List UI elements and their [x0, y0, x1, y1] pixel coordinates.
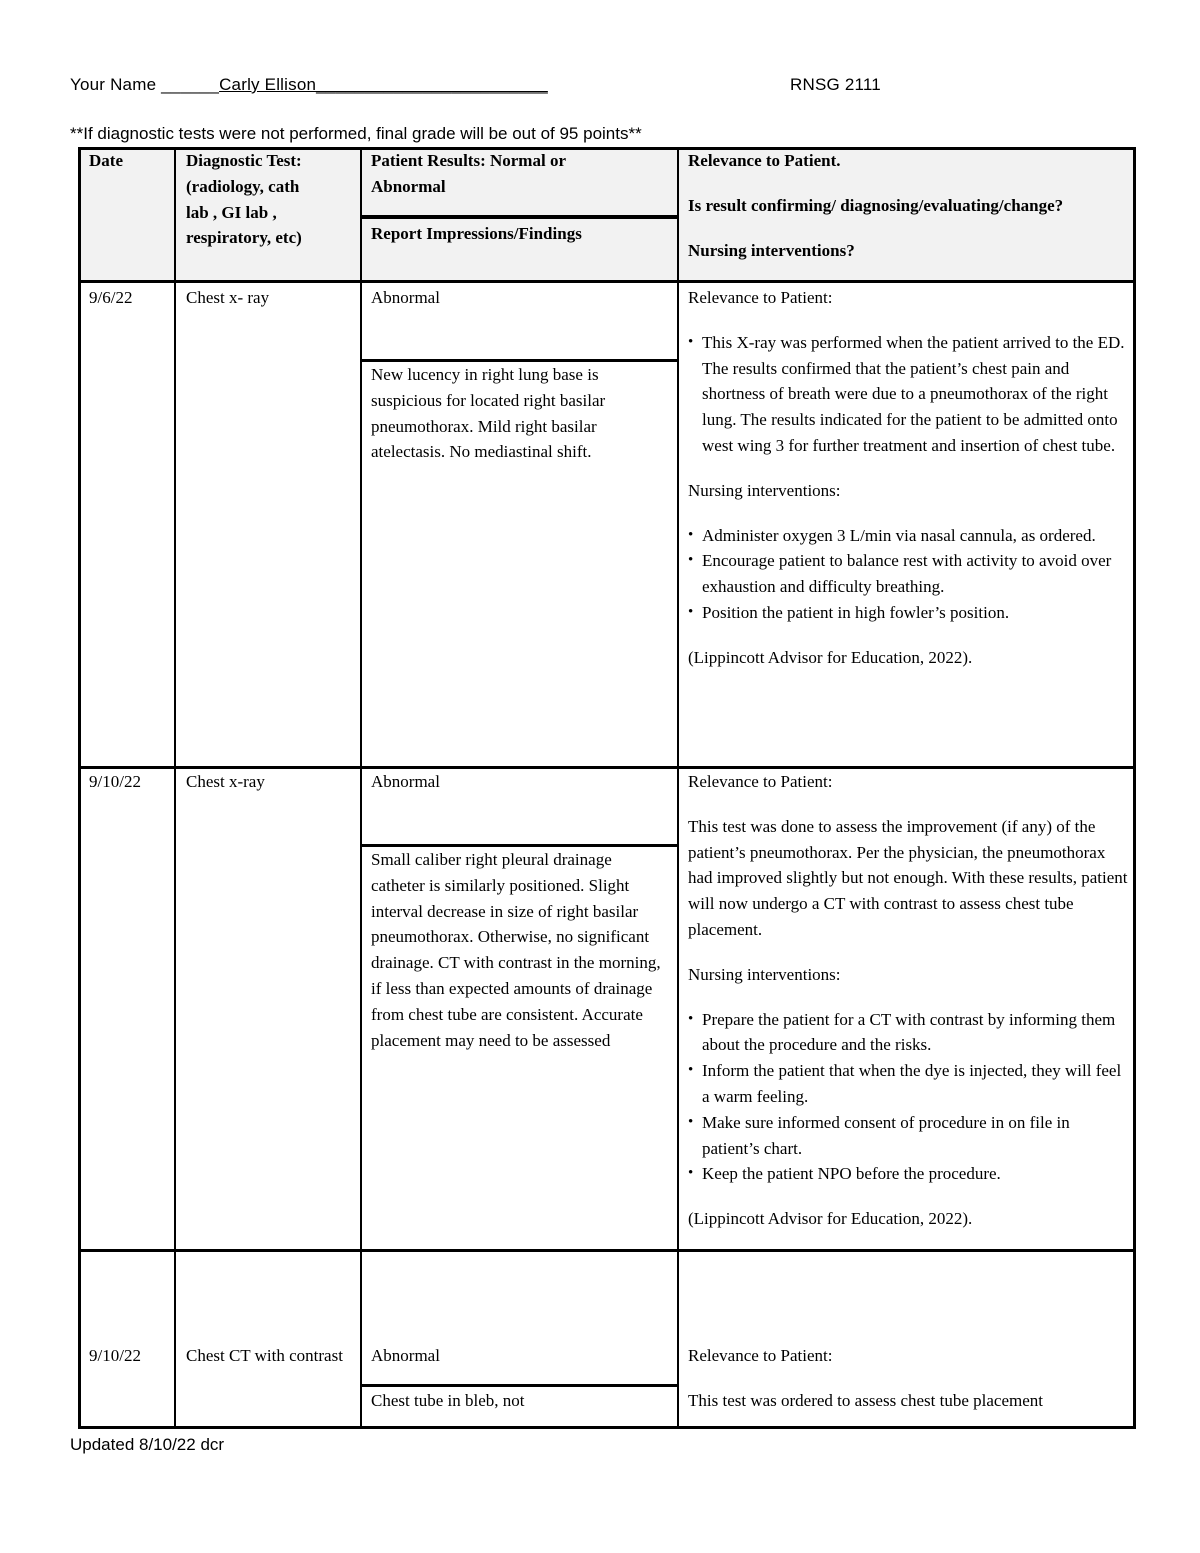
- header-results-line-1: Patient Results: Normal or: [371, 151, 566, 170]
- spacer: [688, 311, 1128, 330]
- row1-findings: New lucency in right lung base is suspicious for located right basilar pneumothorax. Mild right basilar atelectasis. No mediastinal shift.: [371, 365, 606, 462]
- spacer: [688, 943, 1128, 962]
- subdivider-header: [361, 215, 678, 219]
- spacer: [688, 626, 1128, 645]
- row1-intervention-item: • Position the patient in high fowler’s position.: [688, 600, 1128, 626]
- row1-result: Abnormal: [371, 288, 440, 307]
- row2-relevance: [688, 769, 1128, 1232]
- row2-test: Chest x-ray: [186, 772, 265, 791]
- row-divider-2: [78, 1249, 1136, 1252]
- row2-relevance-text: This test was done to assess the improvement (if any) of the patient’s pneumothorax. Per the physician, the pneumothorax had improved slightly but not enough. With these results, patient will now undergo a CT with contrast to assess chest tube placement.: [688, 816, 1128, 939]
- header-test-line-2: (radiology, cath: [186, 176, 300, 196]
- spacer: [688, 174, 1128, 193]
- header-patient-results: [371, 148, 671, 200]
- row1-relevance-item: • This X-ray was performed when the patient arrived to the ED. The results confirmed that the patient’s chest pain and shortness of breath were due to a pneumothorax of the right lung. The results indicated for the patient to be admitted onto west wing 3 for further treatment and insertion of chest tube.: [688, 330, 1128, 459]
- row2-interventions-label: Nursing interventions:: [688, 964, 841, 984]
- header-relevance-line-1: Relevance to Patient.: [688, 151, 841, 170]
- header-relevance-line-3: Nursing interventions?: [688, 240, 855, 260]
- header-relevance: [688, 148, 1128, 263]
- row1-relevance-label: Relevance to Patient:: [688, 288, 833, 307]
- row2-intervention-item: • Inform the patient that when the dye is injected, they will feel a warm feeling.: [688, 1058, 1128, 1110]
- spacer: [688, 795, 1128, 814]
- row2-relevance-label: Relevance to Patient:: [688, 772, 833, 791]
- row3-relevance-label: Relevance to Patient:: [688, 1346, 833, 1365]
- col-divider-1: [174, 147, 176, 1429]
- row2-intervention-item: • Prepare the patient for a CT with contrast by informing them about the procedure and the risks.: [688, 1007, 1128, 1059]
- table-border-left: [78, 147, 81, 1429]
- row1-citation: (Lippincott Advisor for Education, 2022).: [688, 647, 973, 667]
- header-results-line-2: Abnormal: [371, 176, 446, 196]
- row2-date: 9/10/22: [89, 772, 141, 791]
- row1-relevance-list: [688, 330, 1128, 459]
- row3-result: Abnormal: [371, 1346, 440, 1365]
- table-border-bottom: [78, 1426, 1136, 1429]
- row1-interventions-list: [688, 523, 1128, 626]
- table-border-right: [1133, 147, 1136, 1429]
- row2-intervention-item: • Make sure informed consent of procedure in on file in patient’s chart.: [688, 1110, 1128, 1162]
- header-findings: Report Impressions/Findings: [371, 224, 582, 243]
- row1-relevance: [688, 285, 1128, 671]
- grading-note: **If diagnostic tests were not performed, final grade will be out of 95 points**: [70, 124, 642, 143]
- row2-citation: (Lippincott Advisor for Education, 2022).: [688, 1209, 973, 1229]
- header-test-line-3: lab , GI lab ,: [186, 202, 277, 222]
- row2-intervention-item: • Keep the patient NPO before the procedure.: [688, 1161, 1128, 1187]
- spacer: [688, 988, 1128, 1007]
- spacer: [688, 504, 1128, 523]
- diagnostic-tests-table: [78, 147, 1136, 1429]
- subdivider-row-3: [361, 1384, 678, 1387]
- spacer: [688, 219, 1128, 238]
- course-code: RNSG 2111: [790, 75, 881, 94]
- row3-relevance: [688, 1343, 1128, 1414]
- row2-result: Abnormal: [371, 772, 440, 791]
- name-value: Carly Ellison________________________: [219, 75, 548, 94]
- row1-intervention-item: • Administer oxygen 3 L/min via nasal cannula, as ordered.: [688, 523, 1128, 549]
- row-divider-header: [78, 280, 1136, 283]
- your-name-line: [70, 75, 548, 95]
- row1-intervention-item: • Encourage patient to balance rest with activity to avoid over exhaustion and difficulty breathing.: [688, 548, 1128, 600]
- col-divider-2: [360, 147, 362, 1429]
- row1-interventions-label: Nursing interventions:: [688, 480, 841, 500]
- name-label: Your Name ______: [70, 75, 220, 94]
- header-diagnostic-test: [186, 148, 356, 251]
- header-test-line-1: Diagnostic Test:: [186, 151, 302, 170]
- row3-test: Chest CT with contrast: [186, 1346, 343, 1365]
- spacer: [688, 1187, 1128, 1206]
- row3-findings: Chest tube in bleb, not: [371, 1391, 525, 1410]
- row3-relevance-text: This test was ordered to assess chest tube placement: [688, 1390, 1044, 1410]
- spacer: [688, 459, 1128, 478]
- col-divider-3: [677, 147, 679, 1429]
- header-date: Date: [89, 151, 123, 170]
- row1-date: 9/6/22: [89, 288, 133, 307]
- spacer: [688, 1369, 1128, 1388]
- updated-footer: Updated 8/10/22 dcr: [70, 1435, 225, 1454]
- row3-date: 9/10/22: [89, 1346, 141, 1365]
- header-relevance-line-2: Is result confirming/ diagnosing/evaluating/change?: [688, 195, 1064, 215]
- row1-test: Chest x- ray: [186, 288, 270, 307]
- row2-interventions-list: [688, 1007, 1128, 1188]
- header-test-line-4: respiratory, etc): [186, 228, 302, 248]
- row2-findings: Small caliber right pleural drainage catheter is similarly positioned. Slight interval decrease in size of right basilar pneumothorax. Otherwise, no significant drainage. CT with contrast in the morning, if less than expected amounts of drainage from chest tube are consistent. Accurate placement may need to be assessed: [371, 850, 661, 1050]
